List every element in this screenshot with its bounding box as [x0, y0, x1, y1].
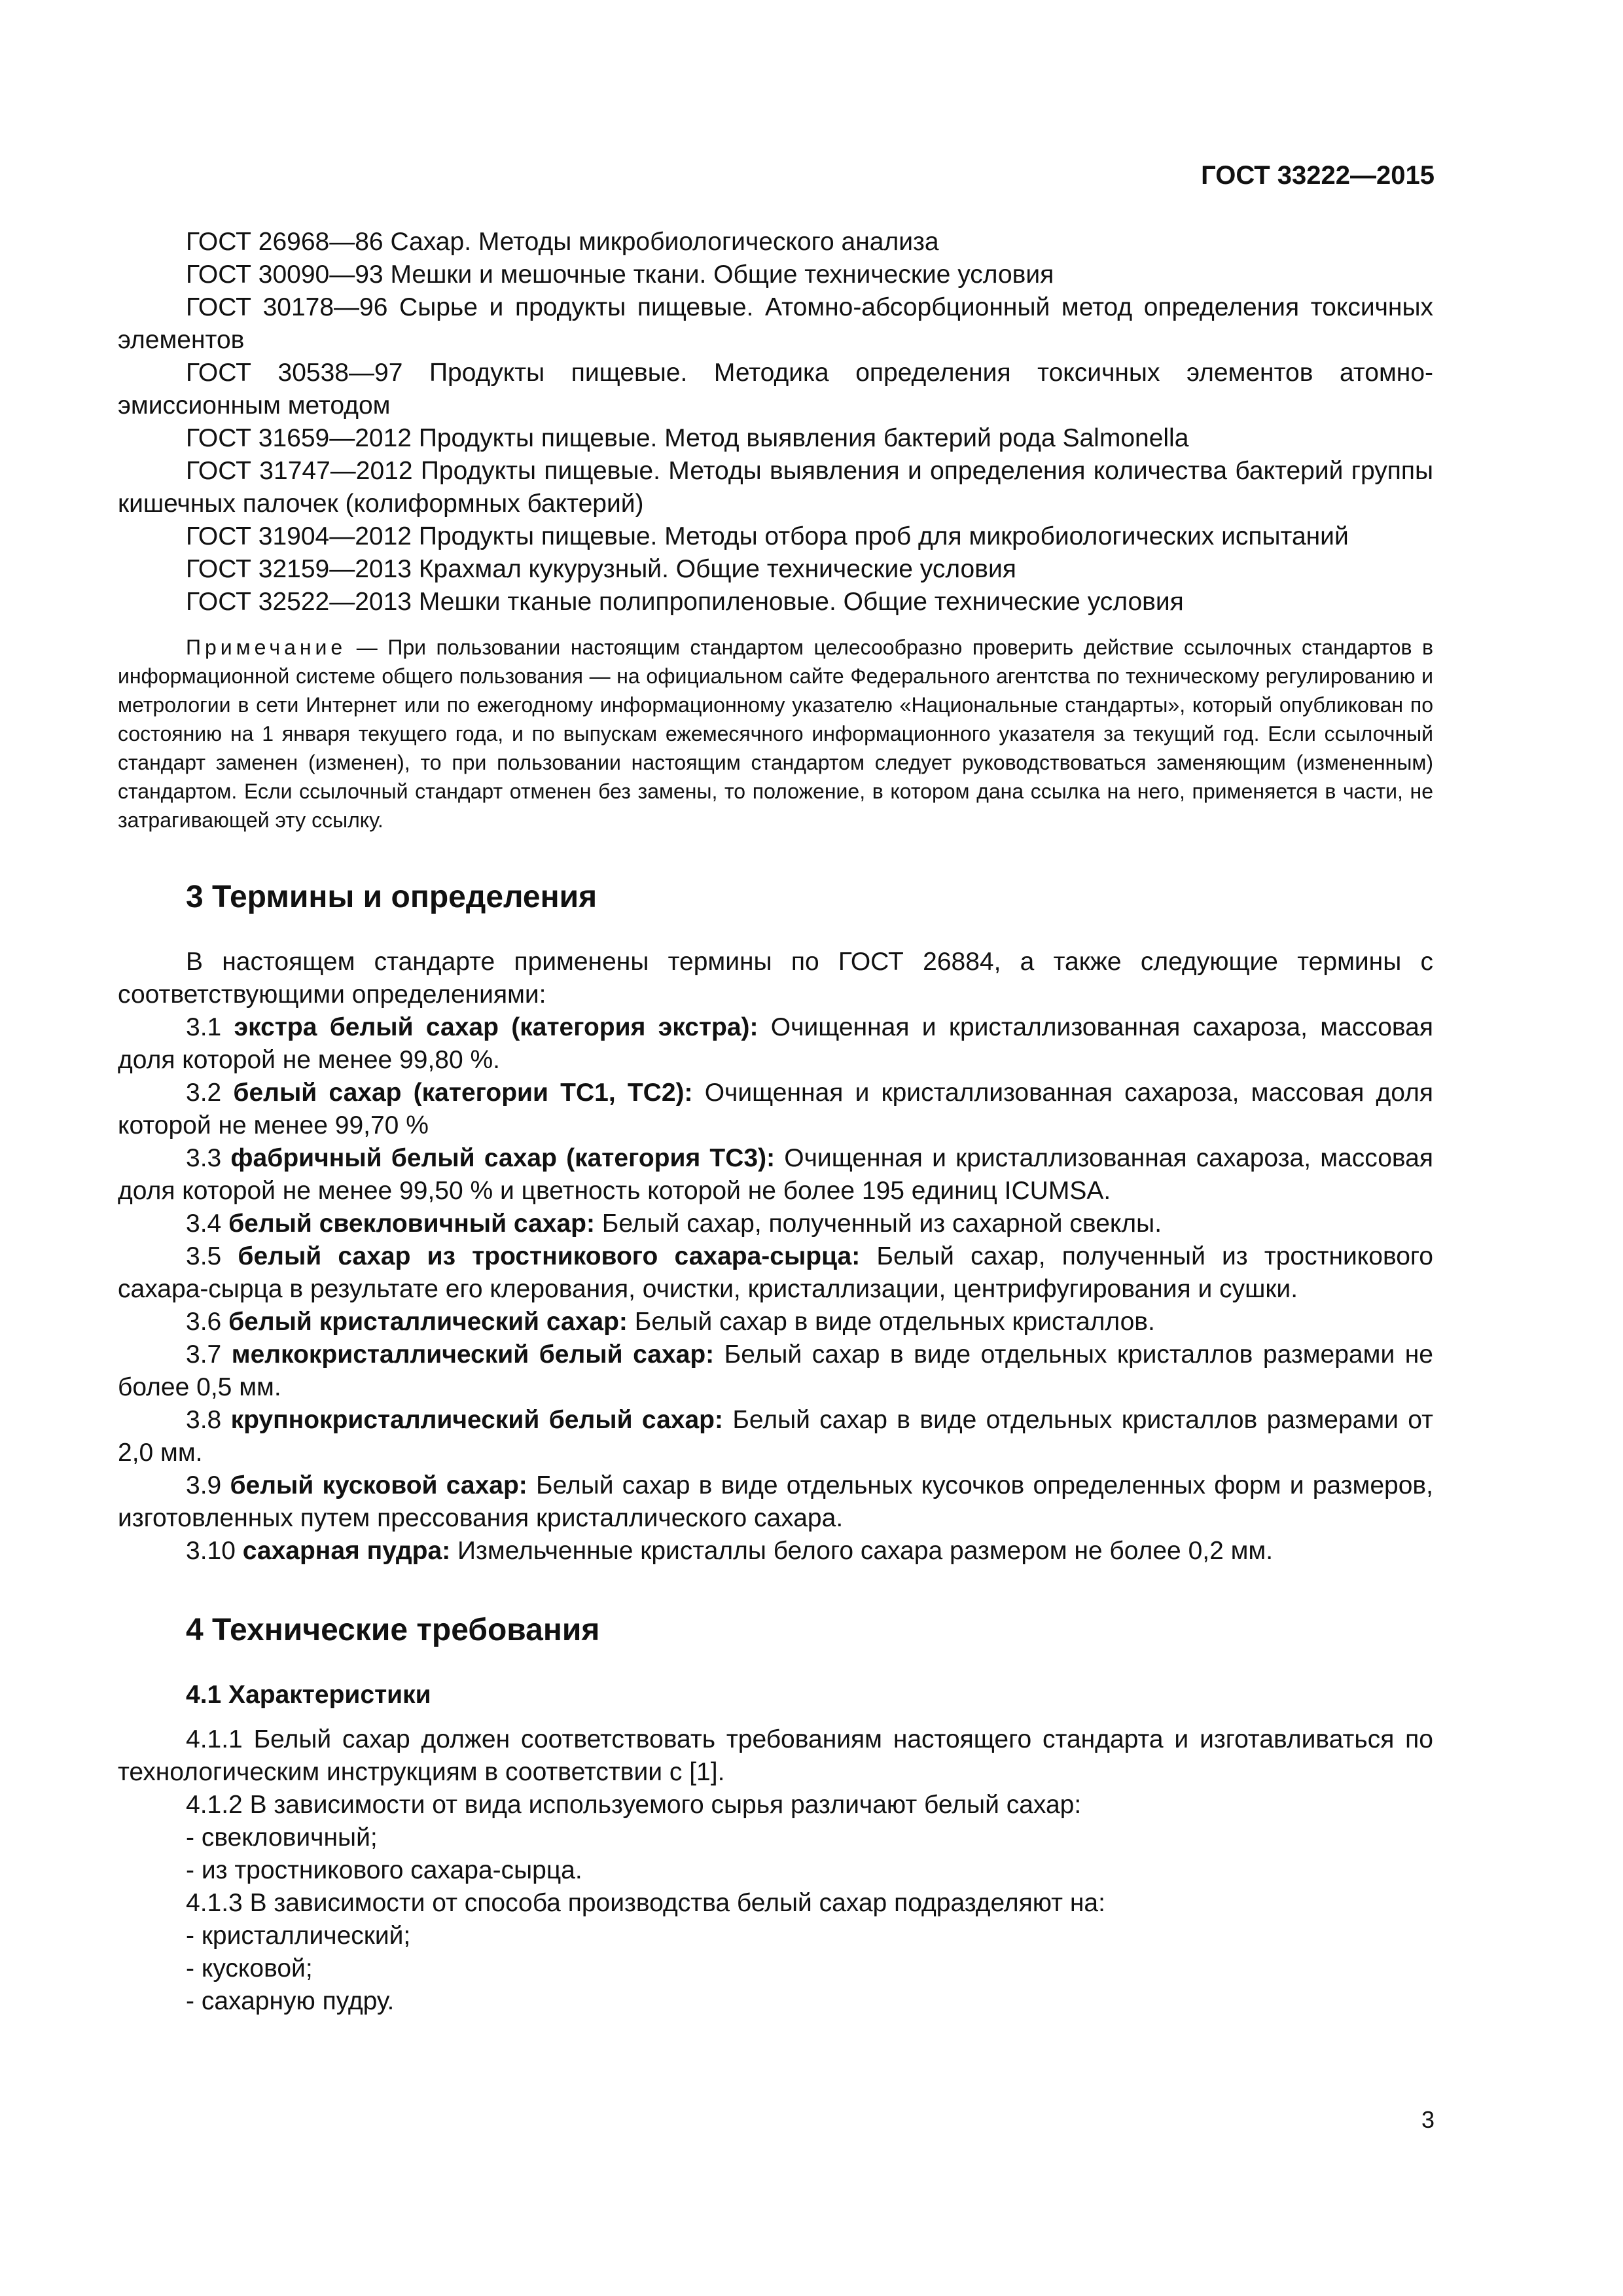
- term-definition: Белый сахар в виде отдельных кристаллов размерами от 2,0 мм.: [118, 1406, 1433, 1467]
- terms-list: [118, 1011, 1433, 1568]
- note-block: [118, 633, 1433, 834]
- reference-item: ГОСТ 30178—96 Сырье и продукты пищевые. Атомно-абсорбционный метод определения токсичных элементов: [118, 293, 1433, 354]
- term-name: белый сахар из тростникового сахара-сырца:: [238, 1242, 861, 1270]
- term-definition: Белый сахар в виде отдельных кусочков определенных форм и размеров, изготовленных путем прессования кристаллического сахара.: [118, 1471, 1433, 1532]
- term-item: 3.4 белый свекловичный сахар: Белый сахар, полученный из сахарной свеклы.: [186, 1210, 1162, 1238]
- term-definition: Белый сахар, полученный из сахарной свеклы.: [594, 1210, 1162, 1238]
- term-item: 3.10 сахарная пудра: Измельченные кристаллы белого сахара размером не более 0,2 мм.: [186, 1537, 1274, 1565]
- list-item: - свекловичный;: [186, 1823, 378, 1852]
- term-definition: Белый сахар, полученный из тростникового сахара-сырца в результате его клерования, очистки, кристаллизации, центрифугирования и сушки.: [118, 1242, 1433, 1303]
- term-name: белый кусковой сахар:: [230, 1471, 527, 1499]
- term-definition: Измельченные кристаллы белого сахара размером не более 0,2 мм.: [450, 1537, 1274, 1565]
- term-name: фабричный белый сахар (категория ТС3):: [230, 1144, 776, 1172]
- reference-item: ГОСТ 26968—86 Сахар. Методы микробиологического анализа: [186, 228, 939, 256]
- term-name: экстра белый сахар (категория экстра):: [234, 1013, 758, 1041]
- references-list: [118, 226, 1433, 619]
- requirements-list: [118, 1723, 1433, 2018]
- note-label: Примечание: [186, 636, 347, 659]
- term-item: 3.1 экстра белый сахар (категория экстра): Очищенная и кристаллизованная сахароза, массовая доля которой не менее 99,80 %.: [118, 1013, 1433, 1074]
- reference-item: ГОСТ 32159—2013 Крахмал кукурузный. Общие технические условия: [186, 555, 1016, 583]
- term-name: крупнокристаллический белый сахар:: [230, 1406, 723, 1434]
- term-definition: Очищенная и кристаллизованная сахароза, массовая доля которой не менее 99,70 %: [118, 1079, 1434, 1139]
- list-item: - кусковой;: [186, 1954, 313, 1982]
- term-name: белый свекловичный сахар:: [228, 1210, 595, 1238]
- section-3-intro: В настоящем стандарте применены термины по ГОСТ 26884, а также следующие термины с соответствующими определениями:: [118, 948, 1433, 1009]
- term-item: 3.7 мелкокристаллический белый сахар: Белый сахар в виде отдельных кристаллов размерами не более 0,5 мм.: [118, 1340, 1433, 1401]
- reference-item: ГОСТ 32522—2013 Мешки тканые полипропиленовые. Общие технические условия: [186, 588, 1184, 616]
- requirement-paragraph: 4.1.3 В зависимости от способа производства белый сахар подразделяют на:: [186, 1889, 1105, 1917]
- list-item: - из тростникового сахара-сырца.: [186, 1856, 582, 1884]
- subsection-4-1-title: 4.1 Характеристики: [186, 1681, 431, 1709]
- term-definition: Белый сахар в виде отдельных кристаллов размерами не более 0,5 мм.: [118, 1340, 1433, 1401]
- term-name: белый кристаллический сахар:: [228, 1308, 628, 1336]
- term-item: 3.3 фабричный белый сахар (категория ТС3): Очищенная и кристаллизованная сахароза, массовая доля которой не менее 99,50 % и цветность которой не более 195 единиц ICUMSA.: [118, 1144, 1433, 1205]
- note-text: — При пользовании настоящим стандартом целесообразно проверить действие ссылочных стандартов в информационной системе общего пользования — на официальном сайте Федерального агентства по техническому регулированию и метрологии в сети Интернет или по ежегодному информационному указателю «Национальные стандарты», который опубликован по состоянию на 1 января текущего года, и по выпускам ежемесячного информационного указателя за текущий год. Если ссылочный стандарт заменен (изменен), то при пользовании настоящим стандартом следует руководствоваться заменяющим (измененным) стандартом. Если ссылочный стандарт отменен без замены, то положение, в котором дана ссылка на него, применяется в части, не затрагивающей эту ссылку.: [118, 636, 1433, 832]
- term-item: 3.5 белый сахар из тростникового сахара-сырца: Белый сахар, полученный из тростникового сахара-сырца в результате его клерования, очистки, кристаллизации, центрифугирования и сушки.: [118, 1242, 1433, 1303]
- reference-item: ГОСТ 31659—2012 Продукты пищевые. Метод выявления бактерий рода Salmonella: [186, 424, 1189, 452]
- term-definition: Очищенная и кристаллизованная сахароза, массовая доля которой не менее 99,80 %.: [118, 1013, 1433, 1074]
- term-name: мелкокристаллический белый сахар:: [231, 1340, 715, 1369]
- list-item: - кристаллический;: [186, 1922, 411, 1950]
- requirement-paragraph: 4.1.2 В зависимости от вида используемого сырья различают белый сахар:: [186, 1791, 1082, 1819]
- term-name: белый сахар (категории ТС1, ТС2):: [233, 1079, 693, 1107]
- term-item: 3.6 белый кристаллический сахар: Белый сахар в виде отдельных кристаллов.: [186, 1308, 1155, 1336]
- term-item: 3.9 белый кусковой сахар: Белый сахар в виде отдельных кусочков определенных форм и размеров, изготовленных путем прессования кристаллического сахара.: [118, 1471, 1433, 1532]
- reference-item: ГОСТ 31904—2012 Продукты пищевые. Методы отбора проб для микробиологических испытаний: [186, 522, 1349, 550]
- section-4-title: 4 Технические требования: [186, 1613, 600, 1647]
- term-definition: Белый сахар в виде отдельных кристаллов.: [627, 1308, 1155, 1336]
- reference-item: ГОСТ 30090—93 Мешки и мешочные ткани. Общие технические условия: [186, 260, 1054, 289]
- term-name: сахарная пудра:: [242, 1537, 451, 1565]
- page-number: 3: [1421, 2106, 1435, 2133]
- document-header: ГОСТ 33222—2015: [1201, 161, 1435, 190]
- requirement-paragraph: 4.1.1 Белый сахар должен соответствовать требованиям настоящего стандарта и изготавливаться по технологическим инструкциям в соответствии с [1].: [118, 1725, 1433, 1786]
- list-item: - сахарную пудру.: [186, 1987, 395, 2015]
- reference-item: ГОСТ 31747—2012 Продукты пищевые. Методы выявления и определения количества бактерий группы кишечных палочек (колиформных бактерий): [118, 457, 1433, 518]
- section-3-title: 3 Термины и определения: [186, 880, 597, 914]
- term-item: 3.8 крупнокристаллический белый сахар: Белый сахар в виде отдельных кристаллов размерами от 2,0 мм.: [118, 1406, 1433, 1467]
- reference-item: ГОСТ 30538—97 Продукты пищевые. Методика определения токсичных элементов атомно-эмиссионным методом: [118, 359, 1433, 420]
- page-content: [118, 226, 1433, 2018]
- term-item: 3.2 белый сахар (категории ТС1, ТС2): Очищенная и кристаллизованная сахароза, массовая доля которой не менее 99,70 %: [118, 1079, 1434, 1139]
- term-definition: Очищенная и кристаллизованная сахароза, массовая доля которой не менее 99,50 % и цветность которой не более 195 единиц ICUMSA.: [118, 1144, 1433, 1205]
